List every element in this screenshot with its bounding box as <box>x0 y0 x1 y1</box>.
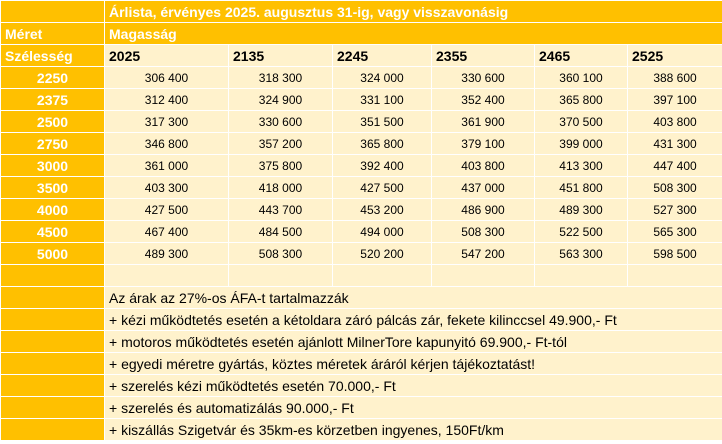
price-cell[interactable]: 312 400 <box>105 89 229 111</box>
price-cell[interactable]: 508 300 <box>229 243 333 265</box>
title-row <box>1 1 722 23</box>
price-cell[interactable]: 489 300 <box>535 199 628 221</box>
note-row <box>1 419 722 441</box>
price-row <box>1 243 722 265</box>
price-row <box>1 67 722 89</box>
price-cell[interactable]: 431 300 <box>628 133 722 155</box>
height-header[interactable]: 2465 <box>535 45 628 67</box>
note-row <box>1 287 722 309</box>
price-cell[interactable]: 451 800 <box>535 177 628 199</box>
price-cell[interactable]: 375 800 <box>229 155 333 177</box>
note-text[interactable]: + egyedi méretre gyártás, köztes méretek áráról kérjen tájékoztatást! <box>105 353 722 375</box>
note-spacer-cell[interactable] <box>1 419 105 441</box>
note-spacer-cell[interactable] <box>1 397 105 419</box>
price-cell[interactable]: 508 300 <box>628 177 722 199</box>
note-rows <box>1 287 722 441</box>
price-cell[interactable]: 397 100 <box>628 89 722 111</box>
price-cell[interactable]: 330 600 <box>229 111 333 133</box>
price-cell[interactable]: 527 300 <box>628 199 722 221</box>
price-row <box>1 155 722 177</box>
price-cell[interactable]: 508 300 <box>432 221 535 243</box>
note-row <box>1 397 722 419</box>
price-cell[interactable]: 370 500 <box>535 111 628 133</box>
note-text[interactable]: + kézi működtetés esetén a kétoldara záró pálcás zár, fekete kilinccsel 49.900,- Ft <box>105 309 722 331</box>
price-cell[interactable]: 357 200 <box>229 133 333 155</box>
width-value[interactable]: 3000 <box>1 155 105 177</box>
title-spacer-cell[interactable] <box>1 1 105 23</box>
width-value[interactable]: 4000 <box>1 199 105 221</box>
price-cell[interactable]: 351 500 <box>333 111 432 133</box>
price-cell[interactable]: 324 900 <box>229 89 333 111</box>
price-cell[interactable]: 453 200 <box>333 199 432 221</box>
price-cell[interactable]: 565 300 <box>628 221 722 243</box>
note-text[interactable]: + szerelés kézi működtetés esetén 70.000,- Ft <box>105 375 722 397</box>
price-cell[interactable]: 522 500 <box>535 221 628 243</box>
price-row <box>1 89 722 111</box>
width-value[interactable]: 2375 <box>1 89 105 111</box>
price-cell[interactable]: 418 000 <box>229 177 333 199</box>
size-row <box>1 23 722 45</box>
note-text[interactable]: + kiszállás Szigetvár és 35km-es körzetben ingyenes, 150Ft/km <box>105 419 722 441</box>
note-text[interactable]: + szerelés és automatizálás 90.000,- Ft <box>105 397 722 419</box>
price-row <box>1 221 722 243</box>
size-label[interactable]: Méret <box>1 23 105 45</box>
price-cell[interactable]: 379 100 <box>432 133 535 155</box>
height-label[interactable]: Magasság <box>105 23 722 45</box>
price-cell[interactable]: 318 300 <box>229 67 333 89</box>
price-cell[interactable]: 365 800 <box>535 89 628 111</box>
empty-cell[interactable] <box>105 265 229 287</box>
price-cell[interactable]: 317 300 <box>105 111 229 133</box>
note-row <box>1 375 722 397</box>
price-cell[interactable]: 443 700 <box>229 199 333 221</box>
height-header-row <box>1 45 722 67</box>
price-cell[interactable]: 563 300 <box>535 243 628 265</box>
price-cell[interactable]: 427 500 <box>333 177 432 199</box>
width-value[interactable]: 3500 <box>1 177 105 199</box>
price-cell[interactable]: 365 800 <box>333 133 432 155</box>
note-text[interactable]: Az árak az 27%-os ÁFA-t tartalmazzák <box>105 287 722 309</box>
price-cell[interactable]: 403 800 <box>628 111 722 133</box>
price-row <box>1 177 722 199</box>
empty-row <box>1 265 722 287</box>
price-cell[interactable]: 388 600 <box>628 67 722 89</box>
price-cell[interactable]: 361 000 <box>105 155 229 177</box>
price-row <box>1 199 722 221</box>
height-header[interactable]: 2355 <box>432 45 535 67</box>
price-rows <box>1 67 722 265</box>
price-cell[interactable]: 306 400 <box>105 67 229 89</box>
price-cell[interactable]: 427 500 <box>105 199 229 221</box>
height-header[interactable]: 2135 <box>229 45 333 67</box>
width-value[interactable]: 4500 <box>1 221 105 243</box>
price-row <box>1 133 722 155</box>
price-cell[interactable]: 346 800 <box>105 133 229 155</box>
height-header[interactable]: 2525 <box>628 45 722 67</box>
price-cell[interactable]: 413 300 <box>535 155 628 177</box>
note-row <box>1 331 722 353</box>
width-value[interactable]: 2500 <box>1 111 105 133</box>
empty-cell[interactable] <box>628 265 722 287</box>
price-cell[interactable]: 598 500 <box>628 243 722 265</box>
price-list-title[interactable]: Árlista, érvényes 2025. augusztus 31-ig, vagy visszavonásig <box>105 1 722 23</box>
empty-cell[interactable] <box>333 265 432 287</box>
price-cell[interactable]: 392 400 <box>333 155 432 177</box>
empty-cell[interactable] <box>432 265 535 287</box>
width-label[interactable]: Szélesség <box>1 45 105 67</box>
note-row <box>1 353 722 375</box>
price-cell[interactable]: 331 100 <box>333 89 432 111</box>
empty-cell[interactable] <box>535 265 628 287</box>
price-cell[interactable]: 484 500 <box>229 221 333 243</box>
width-value[interactable]: 2250 <box>1 67 105 89</box>
note-spacer-cell[interactable] <box>1 353 105 375</box>
height-header[interactable]: 2245 <box>333 45 432 67</box>
width-value[interactable]: 2750 <box>1 133 105 155</box>
note-text[interactable]: + motoros működtetés esetén ajánlott MilnerTore kapunyitó 69.900,- Ft-tól <box>105 331 722 353</box>
price-cell[interactable]: 403 800 <box>432 155 535 177</box>
note-spacer-cell[interactable] <box>1 309 105 331</box>
width-value[interactable]: 5000 <box>1 243 105 265</box>
price-cell[interactable]: 486 900 <box>432 199 535 221</box>
price-cell[interactable]: 437 000 <box>432 177 535 199</box>
price-cell[interactable]: 330 600 <box>432 67 535 89</box>
note-row <box>1 309 722 331</box>
note-spacer-cell[interactable] <box>1 331 105 353</box>
price-cell[interactable]: 360 100 <box>535 67 628 89</box>
price-row <box>1 111 722 133</box>
price-cell[interactable]: 361 900 <box>432 111 535 133</box>
price-cell[interactable]: 352 400 <box>432 89 535 111</box>
empty-cell[interactable] <box>229 265 333 287</box>
price-cell[interactable]: 403 300 <box>105 177 229 199</box>
price-cell[interactable]: 547 200 <box>432 243 535 265</box>
empty-cell[interactable] <box>1 265 105 287</box>
note-spacer-cell[interactable] <box>1 375 105 397</box>
price-cell[interactable]: 324 000 <box>333 67 432 89</box>
price-cell[interactable]: 494 000 <box>333 221 432 243</box>
price-cell[interactable]: 447 400 <box>628 155 722 177</box>
price-cell[interactable]: 467 400 <box>105 221 229 243</box>
price-cell[interactable]: 399 000 <box>535 133 628 155</box>
note-spacer-cell[interactable] <box>1 287 105 309</box>
price-cell[interactable]: 520 200 <box>333 243 432 265</box>
height-header[interactable]: 2025 <box>105 45 229 67</box>
price-cell[interactable]: 489 300 <box>105 243 229 265</box>
